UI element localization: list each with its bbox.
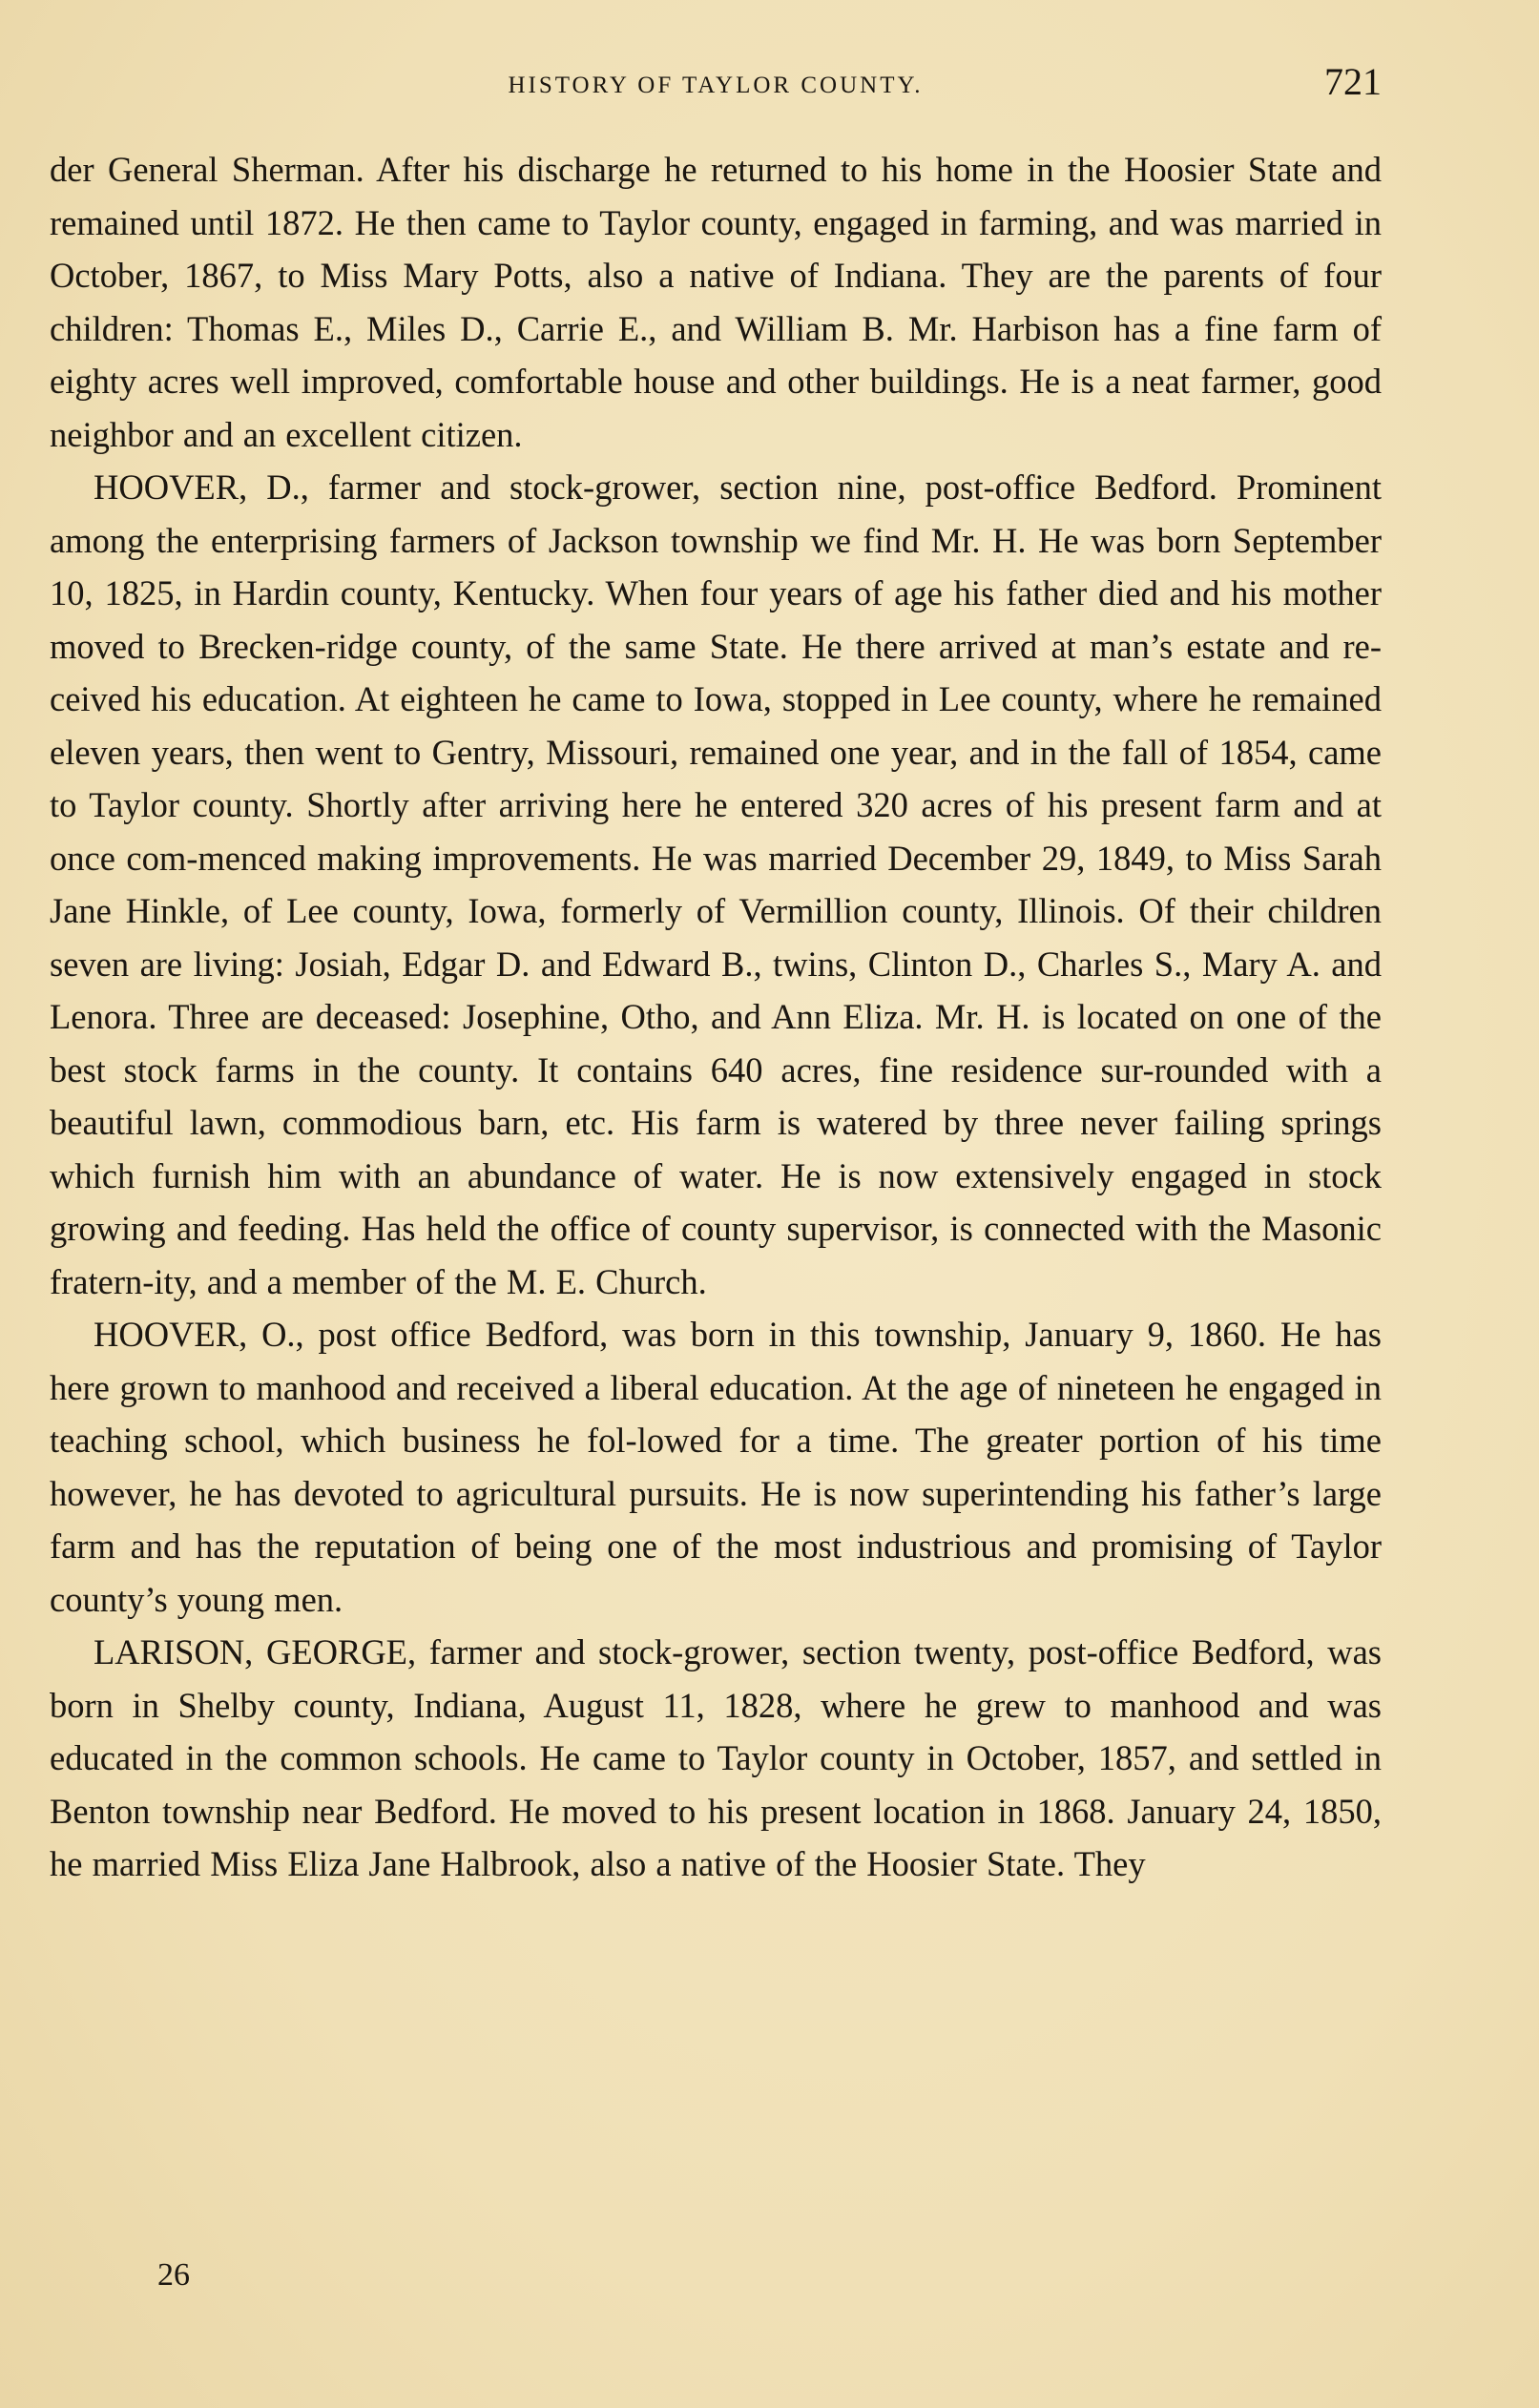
paragraph-hoover-d: HOOVER, D., farmer and stock-grower, section nine, post-office Bedford. Prominent among the enterprising farmers of Jackson township we find Mr. H. He was born September 10, 1825, in Hardin county, Kentucky. When four years of age his father died and his mother moved to Brecken-ridge county, of the same State. He there arrived at man’s estate and re-ceived his education. At eighteen he came to Iowa, stopped in Lee county, where he remained eleven years, then went to Gentry, Missouri, remained one year, and in the fall of 1854, came to Taylor county. Shortly after arriving here he entered 320 acres of his present farm and at once com-menced making improvements. He was married December 29, 1849, to Miss Sarah Jane Hinkle, of Lee county, Iowa, formerly of Vermillion county, Illinois. Of their children seven are living: Josiah, Edgar D. and Edward B., twins, Clinton D., Charles S., Mary A. and Lenora. Three are deceased: Josephine, Otho, and Ann Eliza. Mr. H. is located on one of the best stock farms in the county. It contains 640 acres, fine residence sur-rounded with a beautiful lawn, commodious barn, etc. His farm is watered by three never failing springs which furnish him with an abundance of water. He is now extensively engaged in stock growing and feeding. Has held the office of county supervisor, is connected with the Masonic fratern-ity, and a member of the M. E. Church.: [50, 467, 1382, 1301]
paragraph-hoover-o: HOOVER, O., post office Bedford, was born in this township, January 9, 1860. He has here grown to manhood and received a liberal education. At the age of nineteen he engaged in teaching school, which business he fol-lowed for a time. The greater portion of his time however, he has devoted to agricultural pursuits. He is now superintending his father’s large farm and has the reputation of being one of the most industrious and promising of Taylor county’s young men.: [50, 1315, 1382, 1619]
running-head: [50, 59, 1382, 116]
paragraph-harbison-continued: der General Sherman. After his discharge he returned to his home in the Hoosier State and remained until 1872. He then came to Taylor county, engaged in farming, and was married in October, 1867, to Miss Mary Potts, also a native of Indiana. They are the parents of four children: Thomas E., Miles D., Carrie E., and William B. Mr. Harbison has a fine farm of eighty acres well improved, comfortable house and other buildings. He is a neat farmer, good neighbor and an excellent citizen.: [50, 150, 1382, 454]
running-title: HISTORY OF TAYLOR COUNTY.: [508, 73, 924, 98]
page-number: 721: [1324, 60, 1382, 103]
paragraph-larison-george: LARISON, GEORGE, farmer and stock-grower, section twenty, post-office Bedford, was born in Shelby county, Indiana, August 11, 1828, where he grew to manhood and was educated in the common schools. He came to Taylor county in October, 1857, and settled in Benton township near Bedford. He moved to his present location in 1868. January 24, 1850, he married Miss Eliza Jane Halbrook, also a native of the Hoosier State. They: [50, 1632, 1382, 1883]
body-text: [50, 143, 1382, 1891]
signature-mark: 26: [157, 2257, 190, 2293]
